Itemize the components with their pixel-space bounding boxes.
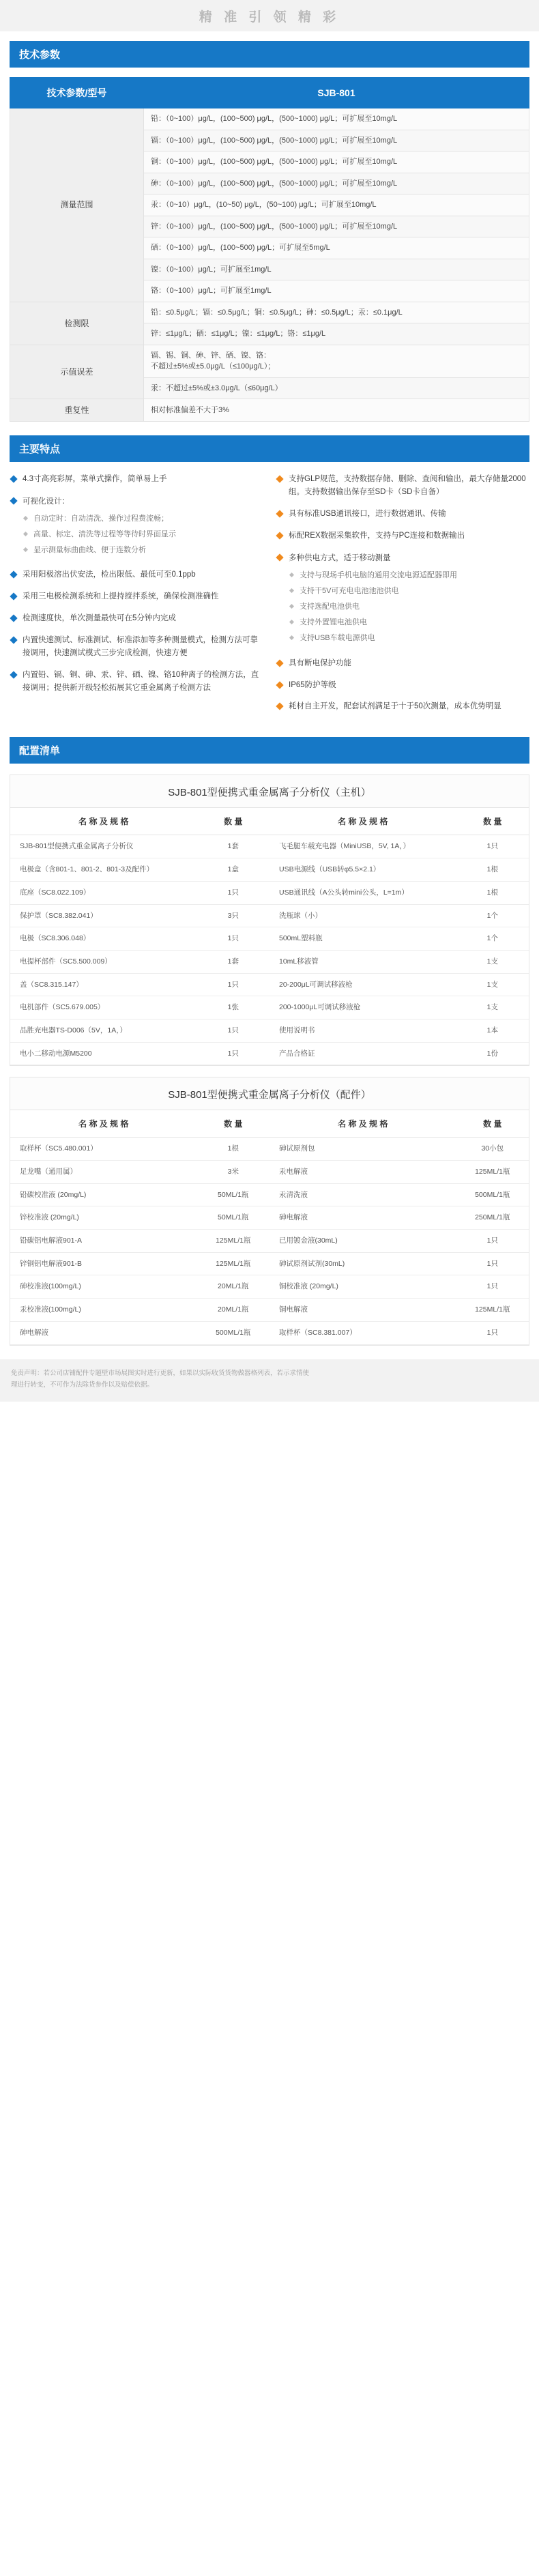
- diamond-bullet-icon: [276, 659, 283, 667]
- cell-name: USB通讯线（A公头转mini公头，L=1m）: [270, 881, 456, 904]
- config-header-row: [10, 808, 529, 835]
- cell-qty: 1只: [456, 835, 529, 858]
- spec-cell-line-2: 不超过±5%或±5.0μg/L（≤100μg/L）；: [151, 362, 276, 371]
- dot-bullet-icon: [23, 547, 28, 552]
- spec-table: [10, 77, 529, 422]
- list-item: [289, 569, 457, 581]
- spec-cell: 镍：（0~100）μg/L；可扩展至1mg/L: [144, 259, 529, 280]
- dot-bullet-icon: [23, 532, 28, 536]
- feature-subtext: 自动定时：自动清洗、操作过程费流畅；: [33, 514, 169, 523]
- spec-row-label: 重复性: [10, 399, 144, 422]
- cell-qty: 1根: [456, 881, 529, 904]
- cell-name: 锌校准液 (20mg/L): [10, 1206, 197, 1230]
- config-col-qty-1: 数 量: [197, 1110, 270, 1138]
- list-item: [23, 512, 176, 525]
- feature-text: 4.3寸高亮彩屏，菜单式操作，简单易上手: [23, 475, 167, 483]
- feature-item: [276, 473, 529, 499]
- cell-name: 电提杯部件（SC5.500.009）: [10, 950, 197, 973]
- table-row: [10, 399, 529, 422]
- cell-name: 砷校准液(100mg/L): [10, 1275, 197, 1299]
- cell-name: 使用说明书: [270, 1019, 456, 1042]
- feature-sublist: [289, 569, 457, 645]
- diamond-bullet-icon: [10, 615, 17, 622]
- feature-text: 支持GLP规范，支持数据存储、删除、查阅和输出，最大存储量2000组。支持数据输出保存至SD卡（SD卡自备）: [289, 475, 526, 496]
- feature-subtext: 支持外置锂电池供电: [300, 618, 367, 627]
- cell-name: 汞电解液: [270, 1161, 456, 1184]
- cell-qty: 1支: [456, 996, 529, 1019]
- cell-name: USB电源线（USB转φ5.5×2.1）: [270, 858, 456, 882]
- cell-name: 足龙嘴（通用属）: [10, 1161, 197, 1184]
- feature-text: 具有断电保护功能: [289, 659, 351, 667]
- feature-text: IP65防护等级: [289, 680, 336, 689]
- diamond-bullet-icon: [276, 703, 283, 710]
- cell-qty: 20ML/1瓶: [197, 1299, 270, 1322]
- table-row: [10, 1019, 529, 1042]
- cell-qty: 1个: [456, 927, 529, 951]
- table-row: [10, 881, 529, 904]
- cell-name: 铅碳铝电解液901-A: [10, 1230, 197, 1253]
- diamond-bullet-icon: [276, 475, 283, 482]
- spec-cell: 铅：≤0.5μg/L；镉：≤0.5μg/L；铜：≤0.5μg/L；砷：≤0.5μg/L；汞：≤0.1μg/L: [144, 302, 529, 323]
- cell-qty: 3米: [197, 1161, 270, 1184]
- cell-qty: 1只: [197, 881, 270, 904]
- spec-row-label: 示值误差: [10, 345, 144, 399]
- config-main-table: [10, 808, 529, 1065]
- feature-text: 具有标准USB通讯接口，进行数据通讯、传输: [289, 509, 446, 518]
- spec-cell: 相对标准偏差不大于3%: [144, 399, 529, 422]
- config-accessory-title: SJB-801型便携式重金属离子分析仪（配件）: [10, 1077, 529, 1110]
- cell-qty: 1套: [197, 950, 270, 973]
- cell-qty: 250ML/1瓶: [456, 1206, 529, 1230]
- feature-subtext: 支持与现场手机电脑的通用交流电源适配器即用: [300, 570, 457, 579]
- cell-name: 电极（SC8.306.048）: [10, 927, 197, 951]
- spec-cell: 汞：（0~10）μg/L，(10~50) μg/L，(50~100) μg/L；可扩展至10mg/L: [144, 194, 529, 216]
- cell-qty: 125ML/1瓶: [197, 1252, 270, 1275]
- spec-header-param: 技术参数/型号: [10, 78, 144, 108]
- banner-text: 精 准 引 领 精 彩: [199, 10, 340, 25]
- config-main-title: SJB-801型便携式重金属离子分析仪（主机）: [10, 775, 529, 808]
- config-col-name-1: 名 称 及 规 格: [10, 808, 197, 835]
- dot-bullet-icon: [289, 588, 294, 593]
- config-col-name-2: 名 称 及 规 格: [270, 1110, 456, 1138]
- diamond-bullet-icon: [10, 475, 17, 482]
- table-row: [10, 1252, 529, 1275]
- table-row: [10, 1321, 529, 1344]
- cell-name: 20-200μL可调试移液枪: [270, 973, 456, 996]
- spec-table-header-row: [10, 78, 529, 108]
- feature-text: 标配REX数据采集软件，支持与PC连接和数据输出: [289, 531, 465, 540]
- cell-qty: 1只: [456, 1321, 529, 1344]
- feature-subtext: 支持干5V可充电电池池池供电: [300, 586, 399, 595]
- features-area: [0, 462, 539, 722]
- cell-qty: 500ML/1瓶: [197, 1321, 270, 1344]
- config-col-name-2: 名 称 及 规 格: [270, 808, 456, 835]
- cell-name: 产品合格证: [270, 1042, 456, 1065]
- table-row: [10, 904, 529, 927]
- spec-cell: 锌：（0~100）μg/L，(100~500) μg/L，(500~1000) μg/L；可扩展至10mg/L: [144, 216, 529, 237]
- list-item: [23, 544, 176, 556]
- cell-name: 汞校准液(100mg/L): [10, 1299, 197, 1322]
- spec-row-label: 检测限: [10, 302, 144, 345]
- section-header-features: 主要特点: [10, 435, 529, 462]
- list-item: [23, 528, 176, 540]
- disclaimer-footer: [0, 1359, 539, 1402]
- cell-qty: 1只: [197, 973, 270, 996]
- dot-bullet-icon: [289, 620, 294, 624]
- table-row: [10, 302, 529, 323]
- list-item: [289, 600, 457, 613]
- feature-item: [10, 669, 263, 695]
- cell-qty: 3只: [197, 904, 270, 927]
- cell-name: 铅碳校准液 (20mg/L): [10, 1183, 197, 1206]
- config-accessory-table: [10, 1110, 529, 1344]
- cell-qty: 1只: [456, 1275, 529, 1299]
- top-banner: [0, 0, 539, 31]
- diamond-bullet-icon: [10, 637, 17, 644]
- feature-item: [276, 551, 529, 648]
- feature-subtext: 支持选配电池供电: [300, 603, 360, 611]
- cell-qty: 1份: [456, 1042, 529, 1065]
- table-row: [10, 1138, 529, 1161]
- dot-bullet-icon: [23, 516, 28, 521]
- feature-item: [10, 568, 263, 581]
- feature-item: [276, 508, 529, 521]
- diamond-bullet-icon: [10, 593, 17, 600]
- spec-cell: 铬：（0~100）μg/L；可扩展至1mg/L: [144, 280, 529, 302]
- list-item: [289, 632, 457, 644]
- cell-name: 铜电解液: [270, 1299, 456, 1322]
- table-row: [10, 108, 529, 130]
- feature-sublist: [23, 512, 176, 556]
- feature-item: [276, 530, 529, 542]
- features-column-left: [10, 473, 263, 722]
- table-row: [10, 1042, 529, 1065]
- diamond-bullet-icon: [10, 671, 17, 679]
- cell-qty: 1本: [456, 1019, 529, 1042]
- cell-name: 电极盒（含801-1、801-2、801-3及配件）: [10, 858, 197, 882]
- feature-text: 检测速度快，单次测量最快可在5分钟内完成: [23, 614, 176, 623]
- spec-cell: 砷：（0~100）μg/L，(100~500) μg/L，(500~1000) μg/L；可扩展至10mg/L: [144, 173, 529, 194]
- config-header-row: [10, 1110, 529, 1138]
- cell-qty: 1盒: [197, 858, 270, 882]
- table-row: [10, 950, 529, 973]
- cell-name: 锌铜铝电解液901-B: [10, 1252, 197, 1275]
- cell-name: 盖（SC8.315.147）: [10, 973, 197, 996]
- cell-qty: 1只: [197, 927, 270, 951]
- feature-item: [10, 473, 263, 486]
- spec-cell: 汞：不超过±5%或±3.0μg/L（≤60μg/L）: [144, 377, 529, 399]
- spec-cell: [144, 345, 529, 377]
- feature-text: 采用阳极溶出伏安法，检出限低、最低可至0.1ppb: [23, 570, 196, 579]
- spec-cell: 镉：（0~100）μg/L，(100~500) μg/L，(500~1000) μg/L；可扩展至10mg/L: [144, 130, 529, 151]
- config-col-qty-1: 数 量: [197, 808, 270, 835]
- cell-name: 砷电解液: [10, 1321, 197, 1344]
- dot-bullet-icon: [289, 635, 294, 640]
- list-item: [289, 585, 457, 597]
- cell-name: 品胜充电器TS-D006（5V，1A，）: [10, 1019, 197, 1042]
- cell-name: 电机部件（SC5.679.005）: [10, 996, 197, 1019]
- cell-qty: 125ML/1瓶: [197, 1230, 270, 1253]
- spec-cell: 铜：（0~100）μg/L，(100~500) μg/L，(500~1000) μg/L；可扩展至10mg/L: [144, 151, 529, 173]
- cell-qty: 1个: [456, 904, 529, 927]
- feature-item: [10, 612, 263, 625]
- cell-qty: 50ML/1瓶: [197, 1183, 270, 1206]
- config-accessory-card: [10, 1077, 529, 1345]
- cell-name: 200-1000μL可调试移液枪: [270, 996, 456, 1019]
- cell-qty: 1只: [456, 1252, 529, 1275]
- table-row: [10, 1230, 529, 1253]
- table-row: [10, 1299, 529, 1322]
- feature-text: 多种供电方式，适于移动测量: [289, 553, 391, 562]
- feature-item: [10, 495, 263, 560]
- config-col-qty-2: 数 量: [456, 1110, 529, 1138]
- diamond-bullet-icon: [276, 510, 283, 517]
- config-col-qty-2: 数 量: [456, 808, 529, 835]
- cell-qty: 1张: [197, 996, 270, 1019]
- diamond-bullet-icon: [10, 497, 17, 504]
- feature-text: 采用三电极检测系统和上提持搅拌系统，确保检测准确性: [23, 592, 219, 601]
- disclaimer-line-1: 免责声明：若公司店铺配件专题壁市场展图实时进行更新，如果以实际收货货物做器格列表，若示求情使: [11, 1369, 310, 1377]
- table-row: [10, 1161, 529, 1184]
- spec-row-label: 测量范围: [10, 108, 144, 302]
- cell-qty: 30小包: [456, 1138, 529, 1161]
- cell-name: 取样杯（SC5.480.001）: [10, 1138, 197, 1161]
- diamond-bullet-icon: [10, 571, 17, 579]
- cell-qty: 125ML/1瓶: [456, 1161, 529, 1184]
- dot-bullet-icon: [289, 573, 294, 577]
- cell-name: 砷试原剂包: [270, 1138, 456, 1161]
- feature-text: 内置铅、镉、铜、砷、汞、锌、硒、镍、铬10种离子的检测方法，直接调用；提供新开级轻松拓展其它重金属离子检测方法: [23, 671, 259, 693]
- feature-item: [276, 700, 529, 713]
- dot-bullet-icon: [289, 604, 294, 609]
- spec-cell: 锌：≤1μg/L；硒：≤1μg/L；镍：≤1μg/L；铬：≤1μg/L: [144, 323, 529, 345]
- feature-item: [10, 590, 263, 603]
- cell-qty: 50ML/1瓶: [197, 1206, 270, 1230]
- cell-name: 底座（SC8.022.109）: [10, 881, 197, 904]
- table-row: [10, 1206, 529, 1230]
- cell-qty: 1套: [197, 835, 270, 858]
- cell-name: 洗瓶球（小）: [270, 904, 456, 927]
- section-header-spec: 技术参数: [10, 41, 529, 68]
- feature-text: 耗材自主开发，配套试剂满足于十于50次测量，成本优势明显: [289, 702, 501, 711]
- feature-item: [276, 657, 529, 670]
- feature-item: [276, 679, 529, 692]
- feature-item: [10, 634, 263, 660]
- feature-text: 可视化设计：: [23, 497, 70, 506]
- table-row: [10, 835, 529, 858]
- config-main-card: [10, 775, 529, 1066]
- cell-qty: 1支: [456, 973, 529, 996]
- feature-subtext: 支持USB车载电源供电: [300, 634, 375, 643]
- cell-qty: 1支: [456, 950, 529, 973]
- cell-name: 砷电解液: [270, 1206, 456, 1230]
- cell-qty: 1只: [197, 1042, 270, 1065]
- feature-subtext: 显示测量标曲曲线、便于连数分析: [33, 546, 146, 555]
- table-row: [10, 858, 529, 882]
- cell-name: 500mL塑料瓶: [270, 927, 456, 951]
- cell-name: 取样杯（SC8.381.007）: [270, 1321, 456, 1344]
- feature-text: 内置快速测试、标准测试、标准添加等多种测量模式，检测方法可靠接调用，快速测试模式三步完成检测，快速方便: [23, 636, 258, 658]
- cell-name: 砷试原剂试剂(30mL): [270, 1252, 456, 1275]
- cell-name: SJB-801型便携式重金属离子分析仪: [10, 835, 197, 858]
- table-row: [10, 996, 529, 1019]
- feature-subtext: 高量、标定、清洗等过程等等待时界面显示: [33, 530, 176, 539]
- diamond-bullet-icon: [276, 532, 283, 539]
- cell-name: 汞清洗液: [270, 1183, 456, 1206]
- cell-qty: 1根: [456, 858, 529, 882]
- spec-cell: 铅：（0~100）μg/L，(100~500) μg/L，(500~1000) μg/L；可扩展至10mg/L: [144, 108, 529, 130]
- cell-name: 保护罩（SC8.382.041）: [10, 904, 197, 927]
- cell-name: 飞毛腿车载充电器（MiniUSB，5V, 1A，）: [270, 835, 456, 858]
- cell-qty: 1只: [197, 1019, 270, 1042]
- diamond-bullet-icon: [276, 553, 283, 561]
- table-row: [10, 927, 529, 951]
- features-column-right: [276, 473, 529, 722]
- cell-qty: 20ML/1瓶: [197, 1275, 270, 1299]
- diamond-bullet-icon: [276, 681, 283, 689]
- cell-qty: 500ML/1瓶: [456, 1183, 529, 1206]
- disclaimer-line-2: 理进行转变，不可作为法除货参作以及赔偿依据。: [11, 1380, 154, 1389]
- cell-qty: 1只: [456, 1230, 529, 1253]
- table-row: [10, 1183, 529, 1206]
- cell-name: 已用镀金液(30mL): [270, 1230, 456, 1253]
- cell-name: 铜校准液 (20mg/L): [270, 1275, 456, 1299]
- table-row: [10, 345, 529, 377]
- table-row: [10, 1275, 529, 1299]
- cell-name: 电小二移动电源M5200: [10, 1042, 197, 1065]
- config-col-name-1: 名 称 及 规 格: [10, 1110, 197, 1138]
- table-row: [10, 973, 529, 996]
- list-item: [289, 616, 457, 628]
- cell-qty: 1根: [197, 1138, 270, 1161]
- spec-cell: 硒：（0~100）μg/L，(100~500) μg/L；可扩展至5mg/L: [144, 237, 529, 259]
- section-header-config: 配置清单: [10, 737, 529, 764]
- cell-name: 10mL移液管: [270, 950, 456, 973]
- cell-qty: 125ML/1瓶: [456, 1299, 529, 1322]
- spec-header-model: SJB-801: [144, 78, 529, 108]
- spec-cell-line-1: 镉、锡、铜、砷、锌、硒、镍、铬：: [151, 351, 271, 360]
